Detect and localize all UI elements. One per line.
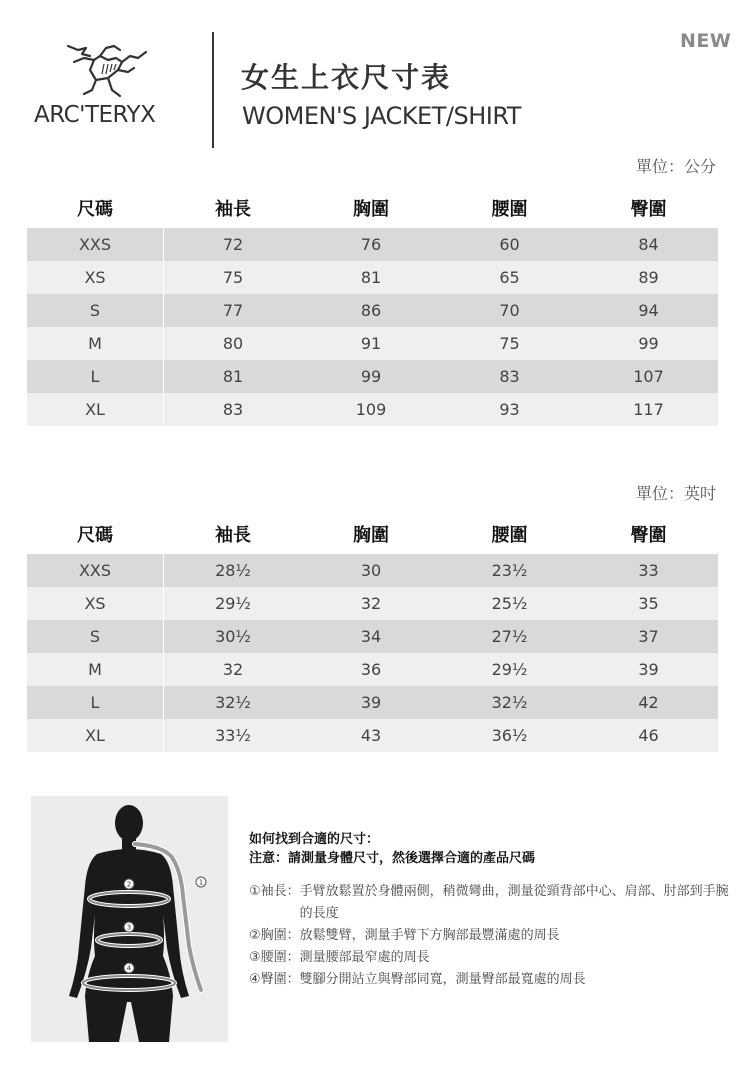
archaeopteryx-icon bbox=[64, 40, 156, 100]
size-cell: S bbox=[27, 294, 164, 327]
column-header-chest: 胸圍 bbox=[353, 525, 389, 546]
unit-label-inch: 單位：英吋 bbox=[635, 484, 716, 503]
marker-chest: 2 bbox=[126, 880, 132, 889]
waist-cell: 25½ bbox=[491, 594, 528, 613]
size-cell: S bbox=[27, 620, 164, 653]
marker-waist: 3 bbox=[126, 923, 132, 932]
hip-cell: 37 bbox=[638, 627, 659, 646]
size-cell: XXS bbox=[27, 228, 164, 261]
table-row bbox=[27, 620, 718, 653]
brand-wordmark: ARC'TERYX bbox=[34, 102, 156, 128]
size-table-cm bbox=[27, 188, 718, 426]
column-header-hip: 臀圍 bbox=[630, 525, 667, 546]
table-row bbox=[27, 393, 718, 426]
guide-item-sleeve bbox=[249, 881, 729, 925]
table-header-row bbox=[27, 188, 718, 228]
table-row bbox=[27, 228, 718, 261]
column-header-size: 尺碼 bbox=[27, 521, 164, 547]
hip-cell: 39 bbox=[638, 660, 659, 679]
sleeve-cell: 77 bbox=[222, 301, 244, 320]
column-header-size: 尺碼 bbox=[27, 195, 164, 221]
table-row bbox=[27, 587, 718, 620]
size-cell: XL bbox=[27, 719, 164, 752]
sleeve-cell: 32 bbox=[222, 660, 244, 679]
column-header-waist: 腰圍 bbox=[491, 525, 528, 546]
size-cell: L bbox=[27, 360, 164, 393]
chest-cell: 86 bbox=[360, 301, 382, 320]
chest-cell: 32 bbox=[360, 594, 382, 613]
guide-item-text: 測量腰部最窄處的周長 bbox=[299, 950, 430, 965]
guide-item-hip bbox=[249, 969, 729, 991]
chest-cell: 91 bbox=[360, 334, 382, 353]
waist-cell: 70 bbox=[499, 301, 520, 320]
column-header-chest: 胸圍 bbox=[353, 199, 389, 220]
hip-cell: 89 bbox=[638, 268, 659, 287]
waist-cell: 93 bbox=[499, 400, 520, 419]
sleeve-cell: 32½ bbox=[215, 693, 251, 712]
hip-cell: 84 bbox=[638, 235, 659, 254]
hip-cell: 94 bbox=[638, 301, 659, 320]
hip-cell: 35 bbox=[638, 594, 659, 613]
waist-cell: 83 bbox=[499, 367, 520, 386]
header-divider bbox=[212, 32, 214, 148]
sleeve-cell: 28½ bbox=[215, 561, 251, 580]
chest-cell: 34 bbox=[360, 627, 382, 646]
chest-cell: 30 bbox=[360, 561, 382, 580]
measurement-guide bbox=[249, 830, 729, 991]
table-row bbox=[27, 294, 718, 327]
new-badge: NEW bbox=[680, 30, 732, 52]
body-silhouette-icon bbox=[31, 796, 228, 1042]
waist-cell: 27½ bbox=[491, 627, 528, 646]
size-cell: XS bbox=[27, 587, 164, 620]
guide-item-waist bbox=[249, 947, 729, 969]
hip-cell: 42 bbox=[638, 693, 659, 712]
marker-hip: 4 bbox=[126, 964, 132, 973]
chest-cell: 99 bbox=[360, 367, 382, 386]
column-header-waist: 腰圍 bbox=[491, 199, 528, 220]
chest-cell: 36 bbox=[360, 660, 382, 679]
waist-cell: 36½ bbox=[491, 726, 528, 745]
column-header-hip: 臀圍 bbox=[630, 199, 667, 220]
table-row bbox=[27, 327, 718, 360]
guide-item-text: 放鬆雙臂，測量手臂下方胸部最豐滿處的周長 bbox=[299, 928, 560, 943]
waist-cell: 75 bbox=[499, 334, 520, 353]
sleeve-cell: 80 bbox=[222, 334, 244, 353]
waist-cell: 60 bbox=[499, 235, 520, 254]
column-header-sleeve: 袖長 bbox=[215, 525, 251, 546]
hip-cell: 99 bbox=[638, 334, 659, 353]
chest-cell: 109 bbox=[355, 400, 387, 419]
marker-sleeve: 1 bbox=[198, 878, 204, 887]
page-title-zh: 女生上衣尺寸表 bbox=[241, 61, 452, 94]
chest-cell: 43 bbox=[360, 726, 382, 745]
guide-note: 注意：請測量身體尺寸，然後選擇合適的產品尺碼 bbox=[249, 851, 536, 866]
measurement-figure bbox=[31, 796, 228, 1042]
guide-title: 如何找到合適的尺寸： bbox=[249, 832, 380, 847]
waist-cell: 32½ bbox=[491, 693, 528, 712]
waist-cell: 23½ bbox=[491, 561, 528, 580]
sleeve-cell: 83 bbox=[222, 400, 244, 419]
size-table-inch bbox=[27, 514, 718, 752]
guide-item-chest bbox=[249, 925, 729, 947]
sleeve-cell: 75 bbox=[222, 268, 244, 287]
hip-cell: 33 bbox=[638, 561, 659, 580]
waist-cell: 65 bbox=[499, 268, 520, 287]
table-row bbox=[27, 653, 718, 686]
guide-item-label: ②胸圍： bbox=[249, 928, 300, 943]
sleeve-cell: 33½ bbox=[215, 726, 251, 745]
table-row bbox=[27, 261, 718, 294]
chest-cell: 81 bbox=[360, 268, 382, 287]
table-row bbox=[27, 554, 718, 587]
guide-item-label: ④臀圍： bbox=[249, 972, 300, 987]
size-cell: M bbox=[27, 653, 164, 686]
waist-cell: 29½ bbox=[491, 660, 528, 679]
size-cell: M bbox=[27, 327, 164, 360]
guide-item-text: 手臂放鬆置於身體兩側，稍微彎曲，測量從頸背部中心、肩部、肘部到手腕的長度 bbox=[299, 884, 729, 921]
table-row bbox=[27, 360, 718, 393]
size-cell: XS bbox=[27, 261, 164, 294]
guide-item-label: ③腰圍： bbox=[249, 950, 300, 965]
size-cell: XL bbox=[27, 393, 164, 426]
guide-item-label: ①袖長： bbox=[249, 884, 300, 899]
hip-cell: 107 bbox=[633, 367, 664, 386]
sleeve-cell: 81 bbox=[222, 367, 244, 386]
guide-list bbox=[249, 881, 729, 991]
brand-logo bbox=[34, 40, 184, 135]
unit-label-cm: 單位：公分 bbox=[635, 157, 716, 176]
chest-cell: 39 bbox=[360, 693, 382, 712]
chest-cell: 76 bbox=[360, 235, 382, 254]
table-row bbox=[27, 719, 718, 752]
hip-cell: 117 bbox=[633, 400, 664, 419]
guide-item-text: 雙腳分開站立與臀部同寬，測量臀部最寬處的周長 bbox=[299, 972, 586, 987]
sleeve-cell: 29½ bbox=[215, 594, 251, 613]
page-title-en: WOMEN'S JACKET/SHIRT bbox=[242, 102, 521, 130]
size-cell: L bbox=[27, 686, 164, 719]
hip-cell: 46 bbox=[638, 726, 659, 745]
table-header-row bbox=[27, 514, 718, 554]
sleeve-cell: 72 bbox=[222, 235, 244, 254]
sleeve-cell: 30½ bbox=[215, 627, 251, 646]
column-header-sleeve: 袖長 bbox=[215, 199, 251, 220]
size-cell: XXS bbox=[27, 554, 164, 587]
table-row bbox=[27, 686, 718, 719]
